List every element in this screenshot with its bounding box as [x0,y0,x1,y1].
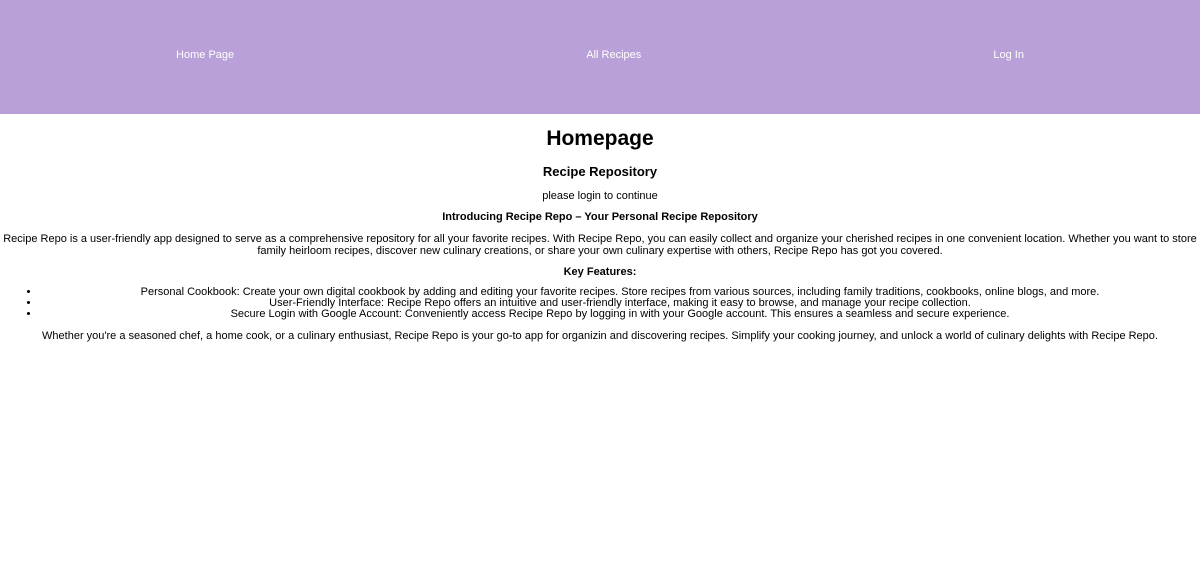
page-subtitle: Recipe Repository [542,164,658,179]
login-prompt: please login to continue [542,190,658,202]
main-content [0,127,1200,343]
feature-item-secure-login: • Secure Login with Google Account: Conveniently access Recipe Repo by logging in with your Google account. This ensures a seamless and secure experience. [40,309,1200,320]
nav-all-recipes-link[interactable]: All Recipes [586,49,642,61]
intro-heading: Introducing Recipe Repo – Your Personal Recipe Repository [442,211,758,223]
features-heading: Key Features: [563,266,637,278]
app-description: Recipe Repo is a user-friendly app designed to serve as a comprehensive repository for all your favorite recipes. With Recipe Repo, you can easily collect and organize your cherished recipes in one convenient location. Whether you want to store family heirloom recipes, discover new culinary creations, or share your own culinary expertise with others, Recipe Repo has got you covered. [3,233,1197,257]
nav-login-link[interactable]: Log In [993,49,1024,61]
feature-item-personal-cookbook: • Personal Cookbook: Create your own digital cookbook by adding and editing your favorite recipes. Store recipes from various sources, including family traditions, cookbooks, online blogs, and more. [40,287,1200,298]
nav-home-link[interactable]: Home Page [176,49,235,61]
feature-item-user-friendly-interface: • User-Friendly Interface: Recipe Repo offers an intuitive and user-friendly interface, making it easy to browse, and manage your recipe collection. [40,298,1200,309]
closing-text: Whether you're a seasoned chef, a home cook, or a culinary enthusiast, Recipe Repo is your go-to app for organizin and discovering recipes. Simplify your cooking journey, and unlock a world of culinary delights with Recipe Repo. [42,330,1158,342]
top-navbar [0,0,1200,114]
page-title: Homepage [546,127,654,150]
features-list [0,287,1200,320]
